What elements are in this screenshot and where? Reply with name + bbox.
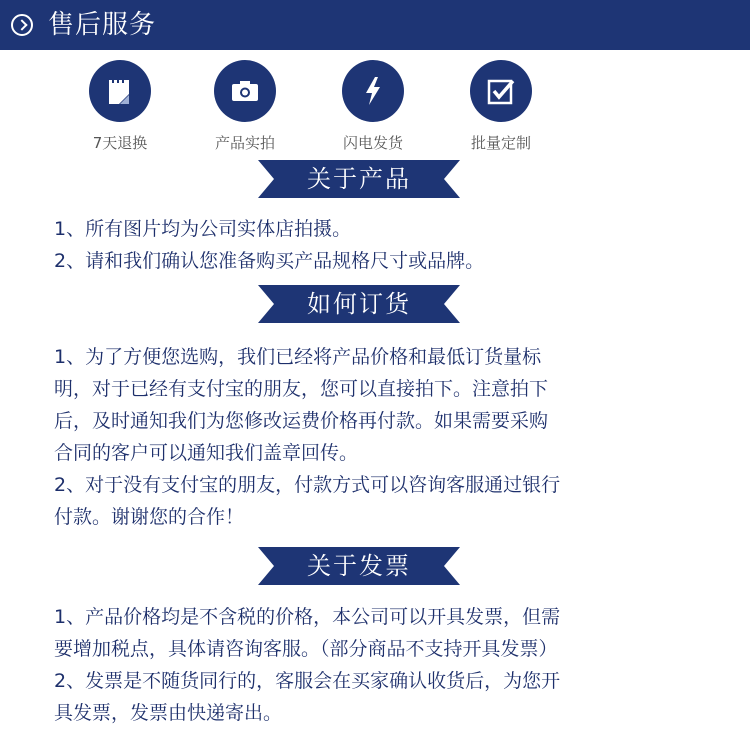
text-line: 明，对于已经有支付宝的朋友，您可以直接拍下。注意拍下 [54, 378, 549, 400]
text-line: 2、发票是不随货同行的，客服会在买家确认收货后，为您开 [54, 670, 561, 692]
page-title: 售后服务 [48, 10, 157, 40]
text-line: 2、请和我们确认您准备购买产品规格尺寸或品牌。 [54, 250, 485, 272]
camera-icon [214, 60, 276, 122]
text-line: 要增加税点，具体请咨询客服。（部分商品不支持开具发票） [54, 638, 558, 660]
checkbox-icon [470, 60, 532, 122]
text-line: 付款。谢谢您的合作！ [54, 506, 245, 528]
feature-return [65, 60, 175, 153]
chevron-right-circle-icon [11, 14, 33, 36]
feature-shipping [318, 60, 428, 153]
text-line: 1、所有图片均为公司实体店拍摄。 [54, 218, 352, 240]
lightning-icon [342, 60, 404, 122]
calendar-icon [89, 60, 151, 122]
text-line: 1、产品价格均是不含税的价格，本公司可以开具发票，但需 [54, 606, 561, 628]
section-title: 关于产品 [307, 165, 411, 193]
text-line: 后，及时通知我们为您修改运费价格再付款。如果需要采购 [54, 410, 549, 432]
section-banner-order [258, 285, 460, 323]
header-bar [0, 0, 750, 50]
section-title: 关于发票 [307, 552, 411, 580]
feature-custom [446, 60, 556, 153]
feature-label: 闪电发货 [342, 134, 403, 152]
section-title: 如何订货 [307, 290, 411, 318]
section-banner-product [258, 160, 460, 198]
section-text-invoice [54, 601, 714, 729]
feature-icons [0, 60, 750, 160]
feature-photo [190, 60, 300, 153]
text-line: 合同的客户可以通知我们盖章回传。 [54, 442, 359, 464]
section-text-product [54, 213, 714, 277]
text-line: 2、对于没有支付宝的朋友，付款方式可以咨询客服通过银行 [54, 474, 561, 496]
section-banner-invoice [258, 547, 460, 585]
text-line: 1、为了方便您选购，我们已经将产品价格和最低订货量标 [54, 346, 542, 368]
section-text-order [54, 341, 714, 533]
feature-label: 7天退换 [92, 134, 148, 152]
feature-label: 产品实拍 [214, 134, 275, 152]
text-line: 具发票，发票由快递寄出。 [54, 702, 283, 724]
feature-label: 批量定制 [470, 134, 531, 152]
